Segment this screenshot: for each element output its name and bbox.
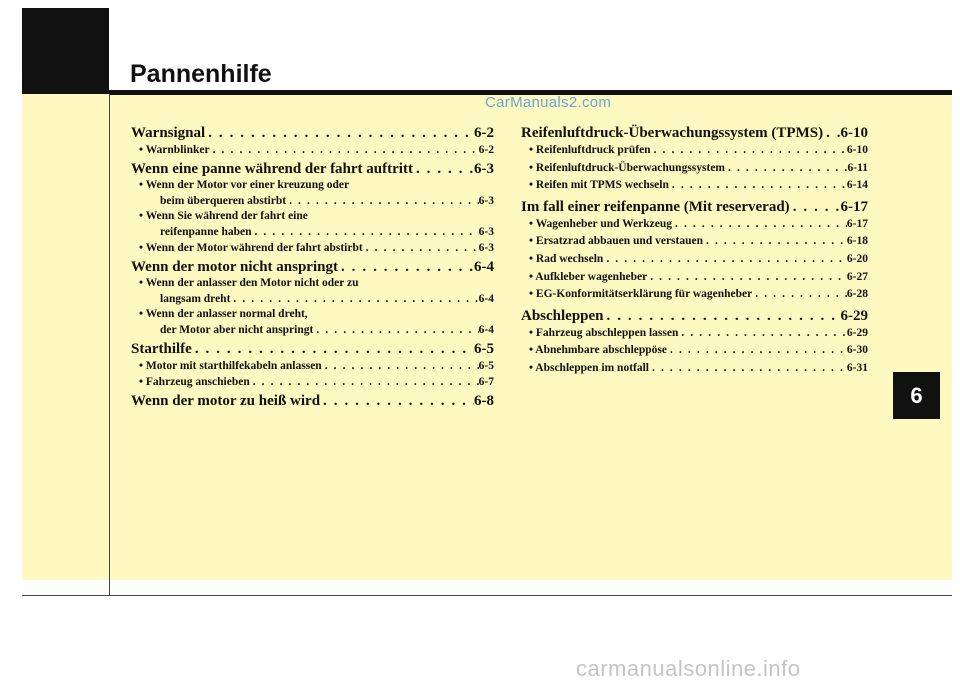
bottom-line <box>22 595 952 596</box>
toc-dot-leader <box>823 125 840 142</box>
toc-dot-leader <box>725 160 848 178</box>
toc-entry-text: Abschleppen <box>521 307 604 324</box>
toc-subsection-entry[interactable] <box>131 358 494 374</box>
toc-page-number: 6-18 <box>846 235 868 248</box>
toc-entry-text: • Fahrzeug anschieben <box>139 376 250 388</box>
toc-page-number: 6-20 <box>846 252 868 265</box>
toc-dot-leader <box>320 393 474 410</box>
toc-dot-leader <box>205 125 474 142</box>
toc-subsection-entry[interactable] <box>131 307 494 322</box>
toc-page-number: 6-29 <box>840 307 868 324</box>
toc-entry-text: • Rad wechseln <box>529 252 604 265</box>
toc-subsection-entry[interactable] <box>521 177 868 195</box>
toc-section-entry[interactable] <box>131 161 494 178</box>
toc-dot-leader <box>192 341 474 358</box>
toc-subsection-entry[interactable] <box>131 322 494 338</box>
toc-entry-text: Reifenluftdruck-Überwachungssystem (TPMS) <box>521 125 824 141</box>
toc-subsection-entry[interactable] <box>131 276 494 291</box>
toc-subsection-entry[interactable] <box>521 286 868 304</box>
toc-dot-leader <box>669 177 847 195</box>
toc-page-number: 6-27 <box>846 270 868 283</box>
toc-subsection-entry[interactable] <box>131 291 494 307</box>
toc-dot-leader <box>752 286 847 304</box>
toc-entry-text: • Wenn der Motor vor einer kreuzung oder <box>139 179 350 191</box>
toc-entry-text: • Abschleppen im notfall <box>529 361 650 374</box>
toc-subsection-entry[interactable] <box>131 224 494 240</box>
toc-subsection-entry[interactable] <box>521 216 868 234</box>
toc-entry-text: • Wenn Sie während der fahrt eine <box>139 210 308 222</box>
toc-page-number: 6-29 <box>846 326 868 339</box>
toc-entry-text: beim überqueren abstirbt <box>160 195 287 207</box>
toc-section-entry[interactable] <box>131 393 494 410</box>
corner-block <box>22 8 109 94</box>
toc-entry-text: • Fahrzeug abschleppen lassen <box>529 326 679 339</box>
toc-dot-leader <box>363 240 479 256</box>
toc-dot-leader <box>604 308 841 325</box>
toc-dot-leader <box>603 251 847 269</box>
toc-subsection-entry[interactable] <box>521 251 868 269</box>
toc-page-number: 6-5 <box>474 341 494 357</box>
toc-page-number: 6-30 <box>846 344 868 357</box>
toc-subsection-entry[interactable] <box>131 142 494 158</box>
toc-page-number: 6-8 <box>474 393 494 409</box>
toc-page-number: 6-4 <box>478 324 494 336</box>
toc-dot-leader <box>338 259 474 276</box>
toc-page-number: 6-11 <box>847 161 868 174</box>
toc-page-number: 6-28 <box>846 288 868 301</box>
toc-page-number: 6-3 <box>478 195 494 207</box>
toc-page-number: 6-5 <box>478 360 494 372</box>
toc-dot-leader <box>286 193 479 209</box>
toc-section-entry[interactable] <box>131 259 494 276</box>
toc-entry-text: • Motor mit starthilfekabeln anlassen <box>139 360 322 372</box>
toc-page-number: 6-2 <box>474 125 494 141</box>
toc-subsection-entry[interactable] <box>521 325 868 343</box>
toc-entry-text: Starthilfe <box>131 341 192 357</box>
toc-dot-leader <box>250 374 479 390</box>
toc-right-column <box>521 125 868 378</box>
toc-entry-text: • Wenn der Motor während der fahrt abstirbt <box>139 242 363 254</box>
toc-dot-leader <box>703 233 847 251</box>
toc-entry-text: • Abnehmbare abschleppöse <box>529 344 668 357</box>
toc-entry-text: Wenn der motor zu heiß wird <box>131 393 321 409</box>
toc-subsection-entry[interactable] <box>521 269 868 287</box>
toc-entry-text: der Motor aber nicht anspringt <box>160 324 314 336</box>
toc-entry-text: • EG-Konformitätserklärung für wagenheber <box>529 288 753 301</box>
toc-page-number: 6-10 <box>840 125 868 141</box>
toc-dot-leader <box>647 269 847 287</box>
toc-entry-text: • Reifen mit TPMS wechseln <box>529 179 669 192</box>
toc-dot-leader <box>672 216 847 234</box>
chapter-tab[interactable]: 6 <box>893 372 940 419</box>
toc-entry-text: • Wenn der anlasser den Motor nicht oder zu <box>139 277 359 289</box>
toc-page-number: 6-4 <box>478 293 494 305</box>
toc-section-entry[interactable] <box>521 125 868 142</box>
toc-entry-text: Im fall einer reifenpanne (Mit reserverad) <box>521 198 790 215</box>
toc-entry-text: Wenn eine panne während der fahrt auftritt <box>131 161 413 177</box>
toc-subsection-entry[interactable] <box>521 342 868 360</box>
toc-dot-leader <box>790 199 841 216</box>
toc-page-number: 6-17 <box>840 198 868 215</box>
toc-entry-text: langsam dreht <box>160 293 231 305</box>
toc-subsection-entry[interactable] <box>131 178 494 193</box>
toc-page-number: 6-3 <box>478 242 494 254</box>
toc-page-number: 6-14 <box>846 179 868 192</box>
toc-page-number: 6-17 <box>846 217 868 230</box>
toc-entry-text: • Ersatzrad abbauen und verstauen <box>529 235 703 248</box>
toc-page-number: 6-10 <box>846 144 868 156</box>
toc-subsection-entry[interactable] <box>521 233 868 251</box>
watermark-bottom: carmanualsonline.info <box>576 656 801 681</box>
toc-page-number: 6-2 <box>478 144 494 156</box>
toc-dot-leader <box>230 291 478 307</box>
toc-entry-text: • Wenn der anlasser normal dreht, <box>139 308 308 320</box>
page-title: Pannenhilfe <box>130 60 272 88</box>
toc-left-column <box>131 125 494 410</box>
toc-entry-text: • Reifenluftdruck-Überwachungssystem <box>529 161 726 174</box>
toc-dot-leader <box>313 322 478 338</box>
toc-section-entry[interactable] <box>131 341 494 358</box>
toc-page-number: 6-4 <box>474 259 494 275</box>
toc-subsection-entry[interactable] <box>131 240 494 256</box>
toc-section-entry[interactable] <box>521 308 868 325</box>
toc-entry-text: • Reifenluftdruck prüfen <box>529 144 651 156</box>
toc-section-entry[interactable] <box>521 199 868 216</box>
toc-entry-text: • Warnblinker <box>139 144 210 156</box>
toc-section-entry[interactable] <box>131 125 494 142</box>
toc-dot-leader <box>678 325 847 343</box>
toc-page-number: 6-3 <box>478 226 494 238</box>
toc-page-number: 6-31 <box>846 361 868 374</box>
toc-entry-text: Warnsignal <box>131 125 206 141</box>
toc-subsection-entry[interactable] <box>131 209 494 224</box>
toc-entry-text: reifenpanne haben <box>160 226 252 238</box>
margin-line <box>109 94 110 596</box>
toc-dot-leader <box>322 358 479 374</box>
toc-page-number: 6-7 <box>478 376 494 388</box>
toc-subsection-entry[interactable] <box>131 193 494 209</box>
toc-subsection-entry[interactable] <box>521 142 868 160</box>
toc-page-number: 6-3 <box>474 161 494 177</box>
toc-dot-leader <box>649 360 847 378</box>
toc-entry-text: Wenn der motor nicht anspringt <box>131 259 338 275</box>
toc-dot-leader <box>651 142 847 160</box>
toc-entry-text: • Aufkleber wagenheber <box>529 270 648 283</box>
watermark-top: CarManuals2.com <box>485 94 612 111</box>
toc-dot-leader <box>251 224 478 240</box>
toc-subsection-entry[interactable] <box>131 374 494 390</box>
toc-subsection-entry[interactable] <box>521 360 868 378</box>
toc-entry-text: • Wagenheber und Werkzeug <box>529 217 673 230</box>
toc-dot-leader <box>667 342 847 360</box>
toc-subsection-entry[interactable] <box>521 160 868 178</box>
toc-dot-leader <box>413 161 474 178</box>
toc-dot-leader <box>210 142 479 158</box>
